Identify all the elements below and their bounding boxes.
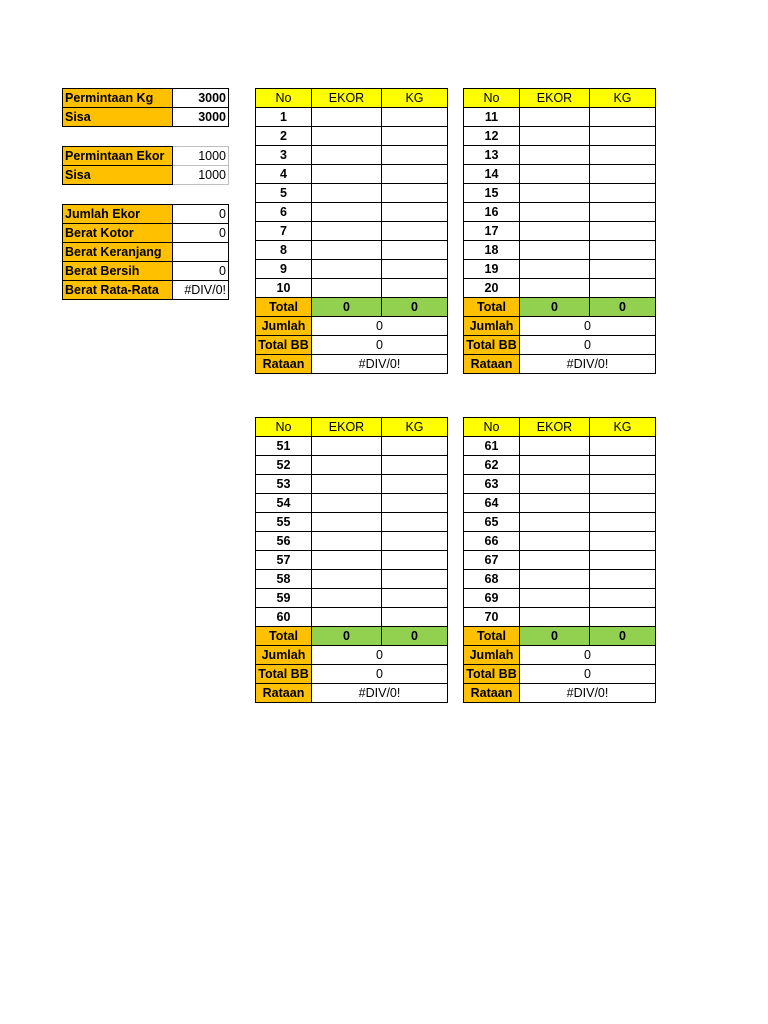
kg-cell[interactable] [590, 570, 656, 589]
row-number: 52 [256, 456, 312, 475]
total-kg-value: 0 [590, 298, 656, 317]
rataan-label: Rataan [256, 684, 312, 703]
jumlah-label: Jumlah [464, 646, 520, 665]
berat-keranjang-value[interactable] [173, 243, 229, 262]
kg-cell[interactable] [382, 608, 448, 627]
ekor-header: EKOR [312, 89, 382, 108]
sisa-ekor-label: Sisa [63, 166, 173, 185]
kg-cell[interactable] [590, 551, 656, 570]
summary-row [63, 147, 229, 166]
kg-cell[interactable] [590, 260, 656, 279]
row-number: 15 [464, 184, 520, 203]
total-bb-label: Total BB [256, 665, 312, 684]
ekor-cell[interactable] [520, 437, 590, 456]
table-row [464, 532, 656, 551]
ekor-cell[interactable] [520, 165, 590, 184]
row-number: 66 [464, 532, 520, 551]
table-row [464, 260, 656, 279]
table-row [464, 608, 656, 627]
row-number: 65 [464, 513, 520, 532]
sisa-ekor-value[interactable]: 1000 [173, 166, 229, 185]
ekor-cell[interactable] [312, 165, 382, 184]
kg-cell[interactable] [590, 475, 656, 494]
summary-row [63, 89, 229, 108]
summary-row [63, 108, 229, 127]
table-row [256, 222, 448, 241]
table-row [464, 570, 656, 589]
row-number: 57 [256, 551, 312, 570]
weighing-table-2 [463, 88, 656, 374]
ekor-cell[interactable] [312, 608, 382, 627]
row-number: 11 [464, 108, 520, 127]
total-ekor-value: 0 [312, 298, 382, 317]
ekor-cell[interactable] [312, 260, 382, 279]
table-row [464, 184, 656, 203]
total-bb-value: 0 [312, 336, 448, 355]
table-row [256, 127, 448, 146]
kg-cell[interactable] [590, 589, 656, 608]
berat-rata-rata-value[interactable]: #DIV/0! [173, 281, 229, 300]
table-row [256, 608, 448, 627]
ekor-header: EKOR [520, 418, 590, 437]
ekor-cell[interactable] [312, 551, 382, 570]
ekor-cell[interactable] [312, 456, 382, 475]
rataan-row [256, 355, 448, 374]
jumlah-row [464, 646, 656, 665]
table-row [256, 437, 448, 456]
kg-cell[interactable] [590, 608, 656, 627]
row-number: 1 [256, 108, 312, 127]
table-row [464, 513, 656, 532]
ekor-cell[interactable] [312, 146, 382, 165]
row-number: 7 [256, 222, 312, 241]
permintaan-kg-label: Permintaan Kg [63, 89, 173, 108]
no-header: No [464, 418, 520, 437]
row-number: 16 [464, 203, 520, 222]
row-number: 60 [256, 608, 312, 627]
ekor-cell[interactable] [312, 203, 382, 222]
ekor-cell[interactable] [312, 475, 382, 494]
rataan-row [464, 355, 656, 374]
ekor-cell[interactable] [520, 241, 590, 260]
kg-cell[interactable] [590, 127, 656, 146]
rataan-label: Rataan [464, 355, 520, 374]
kg-header: KG [590, 418, 656, 437]
ekor-cell[interactable] [312, 513, 382, 532]
table-row [256, 570, 448, 589]
kg-cell[interactable] [382, 456, 448, 475]
table-row [256, 279, 448, 298]
ekor-cell[interactable] [312, 589, 382, 608]
total-row [464, 298, 656, 317]
total-row [256, 627, 448, 646]
kg-cell[interactable] [382, 260, 448, 279]
kg-cell[interactable] [590, 513, 656, 532]
total-kg-value: 0 [382, 627, 448, 646]
summary-ekor-table [62, 146, 229, 185]
kg-cell[interactable] [382, 437, 448, 456]
permintaan-ekor-label: Permintaan Ekor [63, 147, 173, 166]
no-header: No [464, 89, 520, 108]
kg-header: KG [382, 418, 448, 437]
table-row [256, 184, 448, 203]
kg-cell[interactable] [382, 279, 448, 298]
ekor-cell[interactable] [312, 570, 382, 589]
row-number: 3 [256, 146, 312, 165]
kg-cell[interactable] [590, 108, 656, 127]
ekor-cell[interactable] [312, 127, 382, 146]
row-number: 2 [256, 127, 312, 146]
kg-cell[interactable] [590, 241, 656, 260]
table-row [464, 589, 656, 608]
table-row [256, 532, 448, 551]
kg-cell[interactable] [590, 184, 656, 203]
weighing-table-4 [463, 417, 656, 703]
table-row [464, 165, 656, 184]
total-bb-row [464, 336, 656, 355]
total-bb-label: Total BB [464, 336, 520, 355]
row-number: 62 [464, 456, 520, 475]
table-row [464, 146, 656, 165]
row-number: 56 [256, 532, 312, 551]
kg-cell[interactable] [382, 532, 448, 551]
header-row [256, 418, 448, 437]
kg-header: KG [590, 89, 656, 108]
rataan-row [256, 684, 448, 703]
kg-cell[interactable] [382, 127, 448, 146]
summary-row [63, 205, 229, 224]
row-number: 68 [464, 570, 520, 589]
total-ekor-value: 0 [312, 627, 382, 646]
jumlah-value: 0 [520, 317, 656, 336]
kg-cell[interactable] [590, 532, 656, 551]
kg-cell[interactable] [382, 184, 448, 203]
permintaan-ekor-value[interactable]: 1000 [173, 147, 229, 166]
row-number: 55 [256, 513, 312, 532]
berat-kotor-label: Berat Kotor [63, 224, 173, 243]
no-header: No [256, 418, 312, 437]
ekor-cell[interactable] [520, 570, 590, 589]
row-number: 54 [256, 494, 312, 513]
row-number: 70 [464, 608, 520, 627]
row-number: 59 [256, 589, 312, 608]
berat-kotor-value[interactable]: 0 [173, 224, 229, 243]
ekor-cell[interactable] [312, 532, 382, 551]
table-row [464, 475, 656, 494]
jumlah-value: 0 [312, 317, 448, 336]
rataan-value: #DIV/0! [312, 355, 448, 374]
kg-cell[interactable] [382, 589, 448, 608]
total-bb-row [256, 336, 448, 355]
rataan-value: #DIV/0! [312, 684, 448, 703]
table-row [256, 241, 448, 260]
table-row [256, 165, 448, 184]
weighing-table-1 [255, 88, 448, 374]
table-row [256, 551, 448, 570]
total-bb-row [464, 665, 656, 684]
summary-row [63, 281, 229, 300]
table-row [256, 513, 448, 532]
row-number: 67 [464, 551, 520, 570]
table-row [464, 551, 656, 570]
ekor-cell[interactable] [520, 184, 590, 203]
kg-cell[interactable] [590, 437, 656, 456]
total-label: Total [256, 298, 312, 317]
kg-cell[interactable] [590, 203, 656, 222]
total-kg-value: 0 [590, 627, 656, 646]
total-label: Total [464, 298, 520, 317]
header-row [464, 418, 656, 437]
table-row [256, 494, 448, 513]
row-number: 5 [256, 184, 312, 203]
header-row [256, 89, 448, 108]
table-row [464, 437, 656, 456]
kg-cell[interactable] [590, 165, 656, 184]
table-row [464, 127, 656, 146]
kg-cell[interactable] [590, 146, 656, 165]
jumlah-label: Jumlah [256, 317, 312, 336]
total-bb-value: 0 [520, 336, 656, 355]
row-number: 63 [464, 475, 520, 494]
ekor-cell[interactable] [520, 279, 590, 298]
total-label: Total [256, 627, 312, 646]
table-row [256, 108, 448, 127]
summary-row [63, 243, 229, 262]
ekor-cell[interactable] [312, 184, 382, 203]
summary-row [63, 262, 229, 281]
total-ekor-value: 0 [520, 298, 590, 317]
no-header: No [256, 89, 312, 108]
kg-cell[interactable] [382, 203, 448, 222]
table-row [256, 260, 448, 279]
rataan-row [464, 684, 656, 703]
row-number: 13 [464, 146, 520, 165]
kg-cell[interactable] [382, 551, 448, 570]
jumlah-label: Jumlah [464, 317, 520, 336]
row-number: 10 [256, 279, 312, 298]
ekor-cell[interactable] [520, 127, 590, 146]
ekor-cell[interactable] [520, 551, 590, 570]
berat-bersih-label: Berat Bersih [63, 262, 173, 281]
row-number: 18 [464, 241, 520, 260]
row-number: 58 [256, 570, 312, 589]
ekor-cell[interactable] [312, 494, 382, 513]
total-label: Total [464, 627, 520, 646]
kg-cell[interactable] [382, 108, 448, 127]
table-row [256, 456, 448, 475]
rataan-label: Rataan [464, 684, 520, 703]
table-row [464, 494, 656, 513]
table-row [464, 241, 656, 260]
kg-cell[interactable] [382, 222, 448, 241]
berat-bersih-value[interactable]: 0 [173, 262, 229, 281]
ekor-cell[interactable] [520, 222, 590, 241]
total-bb-label: Total BB [256, 336, 312, 355]
total-row [464, 627, 656, 646]
ekor-cell[interactable] [520, 108, 590, 127]
table-row [464, 222, 656, 241]
summary-kg-table [62, 88, 229, 127]
total-bb-label: Total BB [464, 665, 520, 684]
table-row [464, 108, 656, 127]
ekor-cell[interactable] [520, 494, 590, 513]
kg-cell[interactable] [382, 146, 448, 165]
ekor-header: EKOR [520, 89, 590, 108]
row-number: 53 [256, 475, 312, 494]
jumlah-row [256, 646, 448, 665]
berat-rata-rata-label: Berat Rata-Rata [63, 281, 173, 300]
kg-cell[interactable] [382, 165, 448, 184]
total-bb-row [256, 665, 448, 684]
table-row [256, 475, 448, 494]
kg-cell[interactable] [382, 513, 448, 532]
summary-berat-table [62, 204, 229, 300]
kg-cell[interactable] [590, 456, 656, 475]
ekor-cell[interactable] [312, 279, 382, 298]
table-row [464, 456, 656, 475]
ekor-cell[interactable] [520, 456, 590, 475]
kg-cell[interactable] [382, 570, 448, 589]
summary-row [63, 224, 229, 243]
kg-cell[interactable] [382, 475, 448, 494]
total-kg-value: 0 [382, 298, 448, 317]
row-number: 4 [256, 165, 312, 184]
total-bb-value: 0 [312, 665, 448, 684]
kg-cell[interactable] [382, 494, 448, 513]
ekor-cell[interactable] [312, 241, 382, 260]
ekor-cell[interactable] [520, 146, 590, 165]
jumlah-ekor-value[interactable]: 0 [173, 205, 229, 224]
row-number: 51 [256, 437, 312, 456]
row-number: 20 [464, 279, 520, 298]
rataan-value: #DIV/0! [520, 355, 656, 374]
jumlah-row [256, 317, 448, 336]
row-number: 9 [256, 260, 312, 279]
kg-header: KG [382, 89, 448, 108]
row-number: 69 [464, 589, 520, 608]
ekor-cell[interactable] [520, 260, 590, 279]
ekor-header: EKOR [312, 418, 382, 437]
jumlah-value: 0 [312, 646, 448, 665]
ekor-cell[interactable] [312, 108, 382, 127]
rataan-value: #DIV/0! [520, 684, 656, 703]
table-row [464, 203, 656, 222]
sisa-kg-label: Sisa [63, 108, 173, 127]
jumlah-ekor-label: Jumlah Ekor [63, 205, 173, 224]
jumlah-label: Jumlah [256, 646, 312, 665]
ekor-cell[interactable] [520, 532, 590, 551]
sisa-kg-value[interactable]: 3000 [173, 108, 229, 127]
row-number: 12 [464, 127, 520, 146]
kg-cell[interactable] [590, 494, 656, 513]
row-number: 6 [256, 203, 312, 222]
header-row [464, 89, 656, 108]
table-row [256, 146, 448, 165]
ekor-cell[interactable] [520, 589, 590, 608]
berat-keranjang-label: Berat Keranjang [63, 243, 173, 262]
ekor-cell[interactable] [520, 608, 590, 627]
total-row [256, 298, 448, 317]
row-number: 61 [464, 437, 520, 456]
ekor-cell[interactable] [520, 513, 590, 532]
row-number: 14 [464, 165, 520, 184]
jumlah-row [464, 317, 656, 336]
rataan-label: Rataan [256, 355, 312, 374]
total-ekor-value: 0 [520, 627, 590, 646]
row-number: 64 [464, 494, 520, 513]
kg-cell[interactable] [590, 222, 656, 241]
kg-cell[interactable] [590, 279, 656, 298]
table-row [256, 203, 448, 222]
ekor-cell[interactable] [312, 222, 382, 241]
ekor-cell[interactable] [520, 475, 590, 494]
permintaan-kg-value[interactable]: 3000 [173, 89, 229, 108]
table-row [256, 589, 448, 608]
ekor-cell[interactable] [312, 437, 382, 456]
row-number: 19 [464, 260, 520, 279]
jumlah-value: 0 [520, 646, 656, 665]
table-row [464, 279, 656, 298]
kg-cell[interactable] [382, 241, 448, 260]
ekor-cell[interactable] [520, 203, 590, 222]
row-number: 8 [256, 241, 312, 260]
total-bb-value: 0 [520, 665, 656, 684]
weighing-table-3 [255, 417, 448, 703]
row-number: 17 [464, 222, 520, 241]
summary-row [63, 166, 229, 185]
